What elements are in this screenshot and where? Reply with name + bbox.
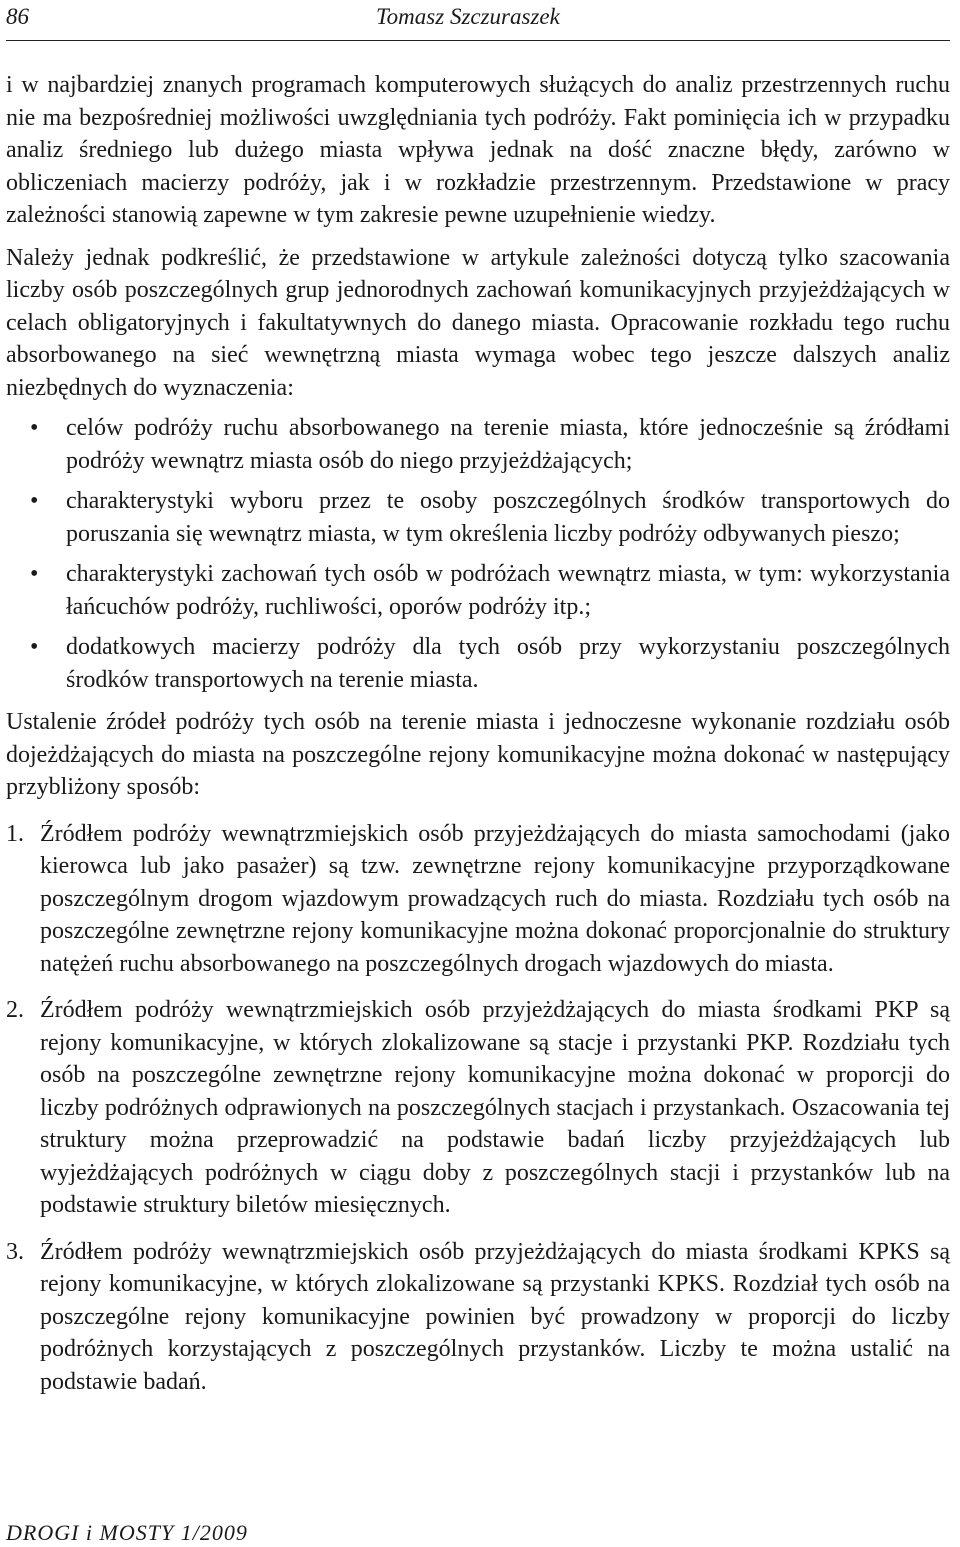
list-item: [6, 631, 950, 696]
paragraph: Należy jednak podkreślić, że przedstawione w artykule zależności dotyczą tylko szacowania liczby osób poszczególnych grup jednorodnych zachowań komunikacyjnych przyjeżdżających w celach obligatoryjnych i fakultatywnych do danego miasta. Opracowanie rozkładu tego ruchu absorbowanego na sieć wewnętrzną miasta wymaga wobec tego jeszcze dalszych analiz niezbędnych do wyznaczenia:: [6, 244, 950, 401]
list-item-text: dodatkowych macierzy podróży dla tych osób przy wykorzystaniu poszczególnych środków transportowych na terenie miasta.: [66, 634, 950, 693]
numbered-item: [6, 818, 950, 981]
item-number: 1.: [6, 820, 24, 847]
bullet-marker: •: [30, 415, 39, 441]
item-number: 2.: [6, 997, 24, 1023]
paragraph: i w najbardziej znanych programach komputerowych służących do analiz przestrzennych ruchu nie ma bezpośredniej możliwości uwzględniania tych podróży. Fakt pominięcia ich w przypadku analiz średniego lub dużego miasta wpływa jednak na dość znaczne błędy, zarówno w obliczeniach macierzy podróży, jak i w rozkładzie przestrzennym. Przedstawione w pracy zależności stanowią zapewne w tym zakresie pewne uzupełnienie wiedzy.: [6, 72, 950, 228]
page-header: [6, 0, 950, 41]
numbered-item-text: Źródłem podróży wewnątrzmiejskich osób przyjeżdżających do miasta samochodami (jako kierowca lub jako pasażer) są tzw. zewnętrzne rejony komunikacyjne przyporządkowane poszczególnym drogom wjazdowym prowadzących ruch do miasta. Rozdziału tych osób na poszczególne zewnętrzne rejony komunikacyjne można dokonać proporcjonalnie do struktury natężeń ruchu absorbowanego na poszczególnych drogach wjazdowych do miasta.: [40, 820, 950, 977]
list-item: [6, 412, 950, 477]
bullet-list: [6, 412, 950, 696]
bullet-marker: •: [30, 488, 39, 514]
list-item: [6, 485, 950, 550]
numbered-list: [6, 818, 950, 1399]
list-item: [6, 558, 950, 623]
bullet-marker: •: [30, 634, 39, 660]
running-title: Tomasz Szczuraszek: [376, 4, 560, 29]
bullet-marker: •: [30, 561, 39, 587]
item-number: 3.: [6, 1238, 24, 1265]
numbered-item-text: Źródłem podróży wewnątrzmiejskich osób przyjeżdżających do miasta środkami PKP są rejony komunikacyjne, w których zlokalizowane są stacje i przystanki PKP. Rozdziału tych osób na poszczególne zewnętrzne rejony komunikacyjne można dokonać w proporcji do liczby podróżnych odprawionych na poszczególnych stacjach i przystankach. Oszacowania tej struktury można przeprowadzić na podstawie badań liczby przyjeżdżających lub wyjeżdżających podróżnych w ciągu doby z poszczególnych stacji i przystanków lub na podstawie struktury biletów miesięcznych.: [40, 997, 950, 1218]
paragraph: Ustalenie źródeł podróży tych osób na terenie miasta i jednoczesne wykonanie rozdziału osób dojeżdżających do miasta na poszczególne rejony komunikacyjne można dokonać w następujący przybliżony sposób:: [6, 709, 950, 800]
numbered-item: [6, 994, 950, 1222]
page-number: 86: [6, 4, 29, 29]
numbered-item: [6, 1236, 950, 1399]
list-item-text: charakterystyki zachowań tych osób w podróżach wewnątrz miasta, w tym: wykorzystania łańcuchów podróży, ruchliwości, oporów podróży itp.;: [66, 561, 950, 620]
list-item-text: celów podróży ruchu absorbowanego na terenie miasta, które jednocześnie są źródłami podróży wewnątrz miasta osób do niego przyjeżdżających;: [66, 415, 950, 474]
journal-footer: DROGI i MOSTY 1/2009: [6, 1520, 248, 1545]
article-body: [6, 69, 950, 1412]
numbered-item-text: Źródłem podróży wewnątrzmiejskich osób przyjeżdżających do miasta środkami KPKS są rejony komunikacyjne, w których zlokalizowane są przystanki KPKS. Rozdział tych osób na poszczególne rejony komunikacyjne powinien być prowadzony w proporcji do liczby podróżnych korzystających z poszczególnych przystanków. Liczby te można ustalić na podstawie badań.: [40, 1238, 950, 1395]
list-item-text: charakterystyki wyboru przez te osoby poszczególnych środków transportowych do poruszania się wewnątrz miasta, w tym określenia liczby podróży odbywanych pieszo;: [66, 488, 950, 547]
